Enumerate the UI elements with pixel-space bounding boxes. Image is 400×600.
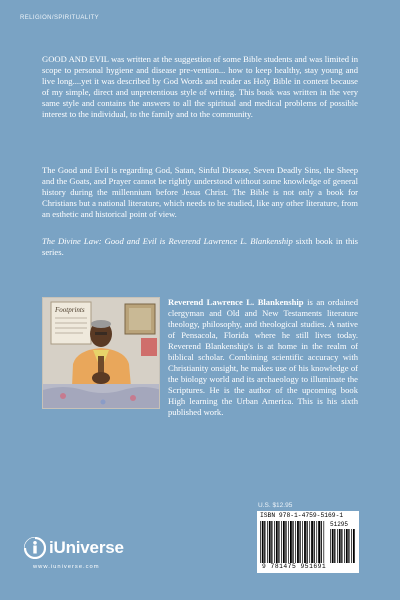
ean-barcode — [260, 521, 326, 563]
author-name: Reverend Lawrence L. Blankenship — [168, 297, 304, 307]
iuniverse-logo-icon — [24, 537, 46, 559]
addon-code: 51295 — [330, 521, 349, 528]
photo-sign-text: Footprints — [55, 306, 85, 314]
publisher-logo — [24, 537, 124, 559]
price-label: U.S. $12.95 — [258, 502, 293, 509]
series-note-text: sixth book in this series. — [42, 236, 358, 257]
barcode-number: 9 781475 951691 — [262, 563, 327, 570]
description-paragraph-1: GOOD AND EVIL was written at the suggestion of some Bible students and was limited in scope to personal hygiene and disease pre-vention... how to keep healthy, stay young and live long....yet it was described by God Words and reader as Holy Bible in content because of my simple, direct and unpretentious style of writing. This book was written in the very same style and contains the answers to all the spiritual and medical problems of possible interest to the individual, to the family and to the community. — [42, 54, 358, 119]
author-bio-text: is an ordained clergyman and Old and New Testaments literature theology, philosophy, and theological studies. A native of Pensacola, Florida where he still lives today. Reverend Blankenship's is at home in the realm of biblical scholar. Combining scientific accuracy with Christianity onsight, he makes use of his knowledge of the biology world and its archaeology to illuminate the Scriptures. He is the author of the upcoming book High learning the Urban America. This is his sixth published work. — [168, 297, 359, 417]
isbn-label: ISBN 978-1-4759-5169-1 — [260, 512, 344, 519]
series-note-title: The Divine Law: Good and Evil is Reverend Lawrence L. Blankenship — [42, 236, 293, 246]
publisher-url: www.iuniverse.com — [33, 564, 100, 570]
author-bio — [42, 297, 358, 418]
publisher-name: iUniverse — [49, 538, 124, 557]
category-label: RELIGION/SPIRITUALITY — [20, 15, 100, 21]
barcode-block — [257, 511, 359, 573]
series-note — [42, 236, 358, 258]
description-paragraph-2: The Good and Evil is regarding God, Satan, Sinful Disease, Seven Deadly Sins, the Sheep and the Goats, and Prayer cannot be rightly understood without some knowledge of general history during the millennium before Jesus Christ. The Bible is not only a book for Christians but a national literature, which needs to be studied, like any other literature, from an esthetic and historical point of view. — [42, 165, 358, 219]
addon-barcode — [330, 529, 356, 563]
